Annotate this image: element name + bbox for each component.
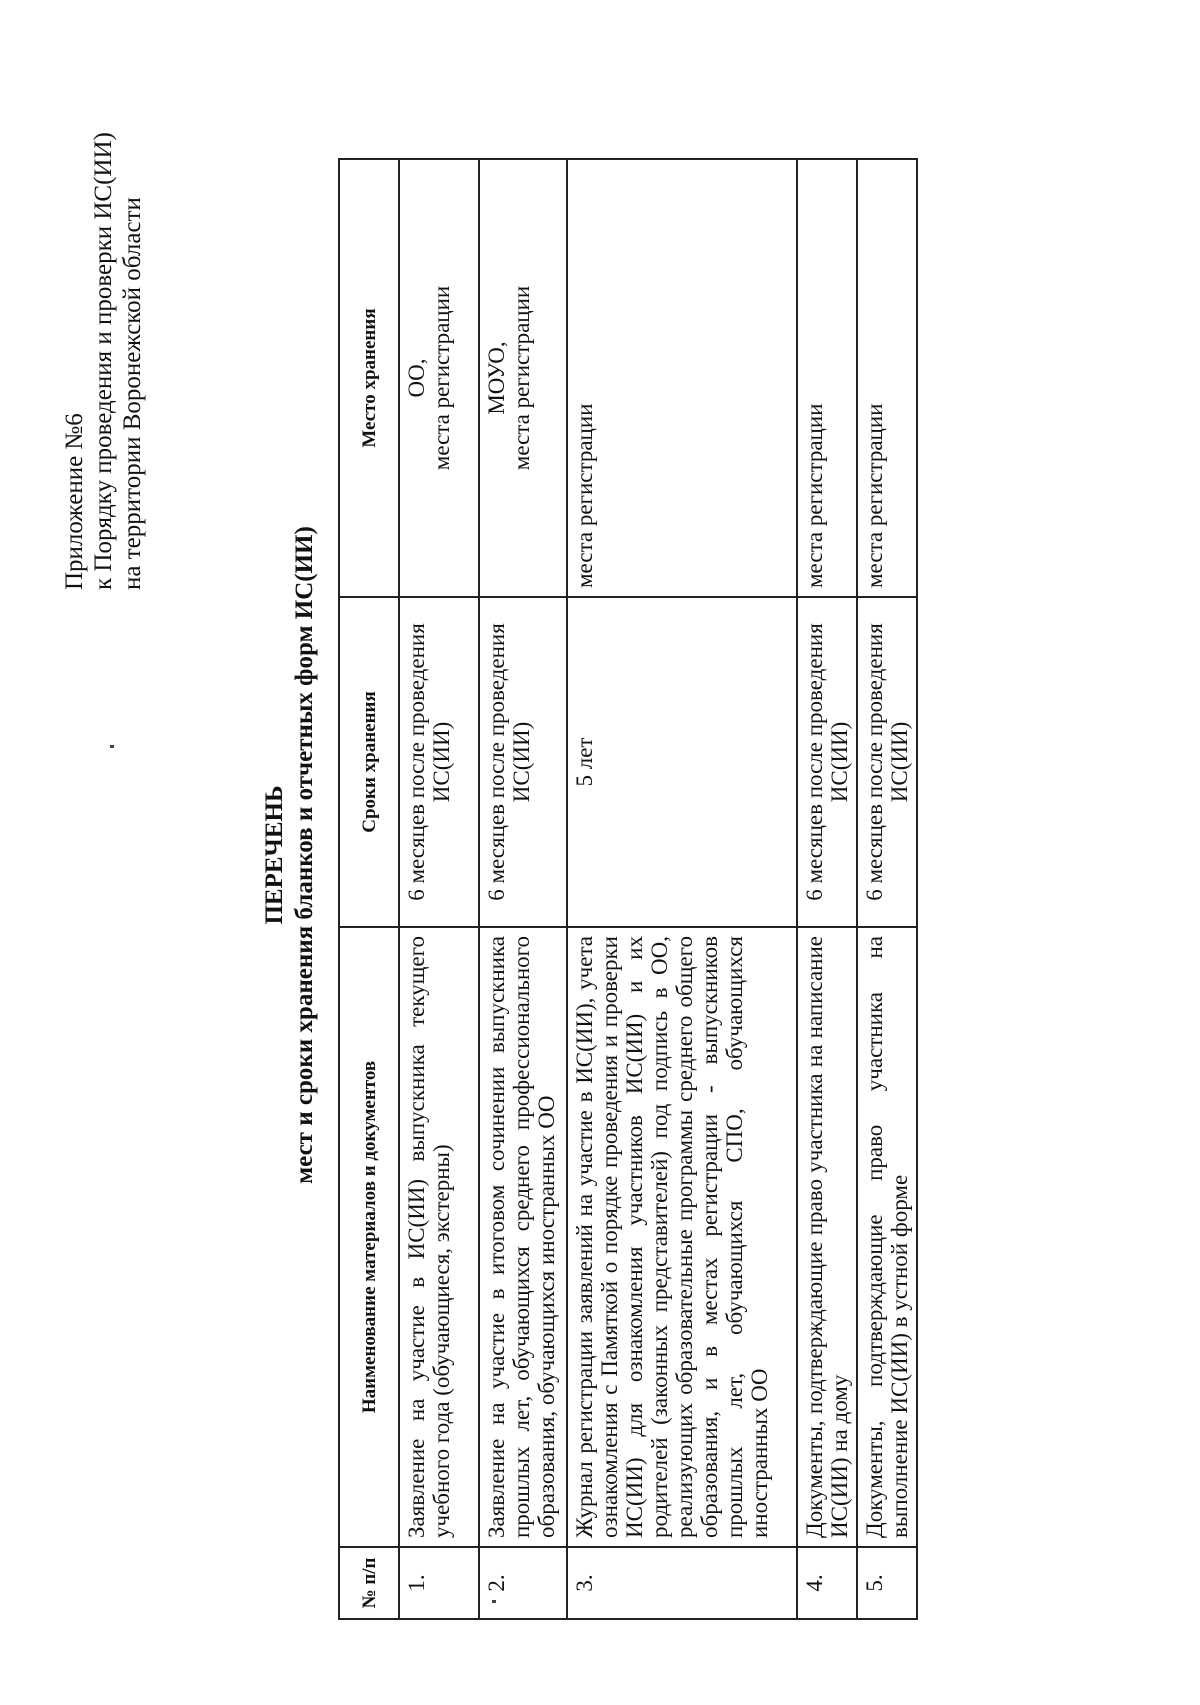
table-row bbox=[857, 159, 917, 1619]
row-num: 1. bbox=[399, 1547, 479, 1619]
table-row bbox=[399, 159, 479, 1619]
row-name: Заявление на участие в итоговом сочинении выпускника прошлых лет, обучающихся среднего профессионального образования, обучающихся иностранных ОО bbox=[479, 927, 567, 1547]
row-place-org: ОО, bbox=[404, 358, 429, 398]
row-place bbox=[399, 159, 479, 597]
storage-table bbox=[338, 158, 918, 1620]
row-num: 5. bbox=[857, 1547, 917, 1619]
row-place bbox=[857, 159, 917, 597]
header-term: Сроки хранения bbox=[339, 597, 399, 927]
header-place: Место хранения bbox=[339, 159, 399, 597]
header-name: Наименование материалов и документов bbox=[339, 927, 399, 1547]
row-num: 2. bbox=[479, 1547, 567, 1619]
title-line-2: мест и сроки хранения бланков и отчетных форм ИС(ИИ) bbox=[291, 526, 318, 1184]
row-term: 6 месяцев после проведения ИС(ИИ) bbox=[479, 597, 567, 927]
row-name: Документы, подтверждающие право участника на написание ИС(ИИ) на дому bbox=[797, 927, 857, 1547]
row-place-registration: места регистрации bbox=[862, 403, 887, 588]
appendix-line-3: на территории Воронежской области bbox=[119, 197, 146, 590]
row-place bbox=[479, 159, 567, 597]
row-term: 6 месяцев после проведения ИС(ИИ) bbox=[399, 597, 479, 927]
table-row bbox=[479, 159, 567, 1619]
row-term: 6 месяцев после проведения ИС(ИИ) bbox=[797, 597, 857, 927]
row-place-org: МОУО, bbox=[484, 341, 509, 415]
row-place-registration: места регистрации bbox=[802, 403, 827, 588]
row-place-registration: места регистрации bbox=[429, 285, 454, 471]
title-line-1: ПЕРЕЧЕНЬ bbox=[261, 785, 288, 925]
document-title bbox=[260, 50, 320, 1660]
appendix-line-1: Приложение №6 bbox=[61, 413, 88, 590]
scan-speck bbox=[110, 745, 114, 748]
row-place-registration: места регистрации bbox=[509, 285, 534, 471]
table-header-row bbox=[339, 159, 399, 1619]
row-place-registration: места регистрации bbox=[572, 403, 597, 588]
table-row bbox=[567, 159, 797, 1619]
row-term: 6 месяцев после проведения ИС(ИИ) bbox=[857, 597, 917, 927]
row-name: Документы, подтверждающие право участника на выполнение ИС(ИИ) в устной форме bbox=[857, 927, 917, 1547]
row-num: 3. bbox=[567, 1547, 797, 1619]
appendix-note bbox=[60, 132, 147, 590]
row-term: 5 лет bbox=[567, 597, 797, 927]
rotated-document-page bbox=[50, 50, 1150, 1660]
header-num: № п/п bbox=[339, 1547, 399, 1619]
row-place bbox=[567, 159, 797, 597]
scan-speck bbox=[492, 1600, 496, 1603]
row-name: Журнал регистрации заявлений на участие в ИС(ИИ), учета ознакомления с Памяткой о порядке проведения и проверки ИС(ИИ) для ознакомления участников ИС(ИИ) и их родителей (законных представителей) под подпись в ОО, реализующих образовательные программы среднего общего образования, и в местах регистрации - выпускников прошлых лет, обучающихся СПО, обучающихся иностранных ОО bbox=[567, 927, 797, 1547]
row-place bbox=[797, 159, 857, 597]
appendix-line-2: к Порядку проведения и проверки ИС(ИИ) bbox=[90, 132, 117, 590]
row-num: 4. bbox=[797, 1547, 857, 1619]
table-row bbox=[797, 159, 857, 1619]
row-name: Заявление на участие в ИС(ИИ) выпускника текущего учебного года (обучающиеся, экстерны) bbox=[399, 927, 479, 1547]
